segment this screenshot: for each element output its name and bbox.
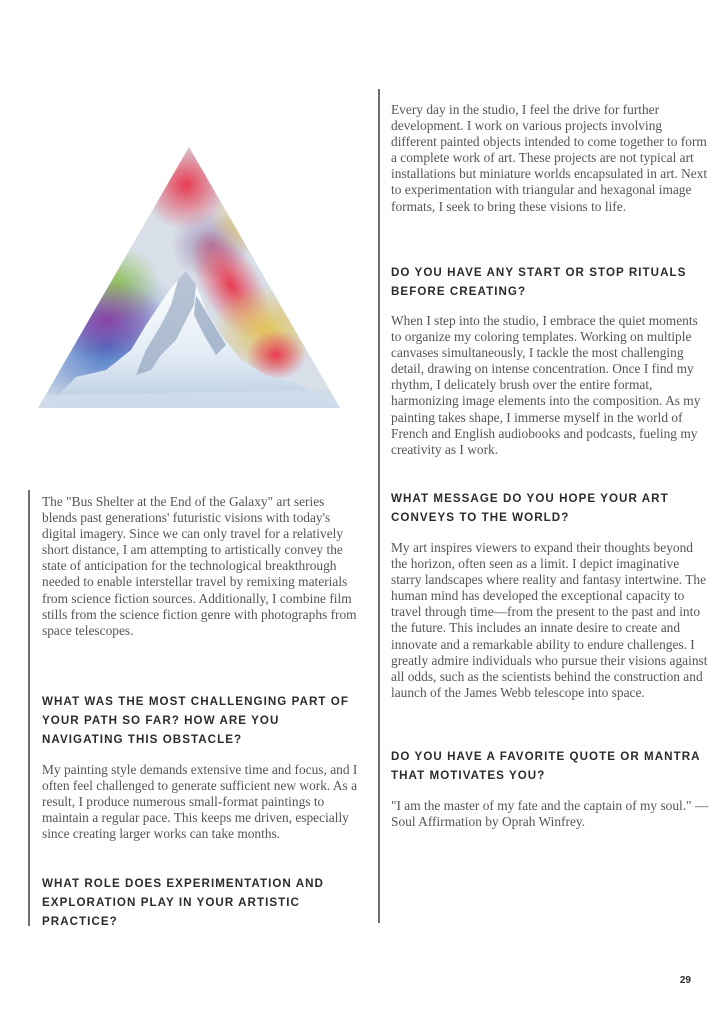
question-challenging-path: WHAT WAS THE MOST CHALLENGING PART OF YOUR PATH SO FAR? HOW ARE YOU NAVIGATING THIS OBSTACLE?	[42, 695, 349, 746]
question-message: WHAT MESSAGE DO YOU HOPE YOUR ART CONVEYS TO THE WORLD?	[391, 492, 669, 524]
right-column-rule	[378, 89, 380, 923]
answer-experimentation: Every day in the studio, I feel the drive for further development. I work on various projects involving different painted objects intended to come together to form a complete work of art. These projects are not typical art installations but miniature worlds encapsulated in art. Next to experimentation with triangular and hexagonal image formats, I seek to bring these visions to life.	[391, 102, 708, 214]
question-rituals: DO YOU HAVE ANY START OR STOP RITUALS BEFORE CREATING?	[391, 266, 687, 298]
answer-challenging-path: My painting style demands extensive time and focus, and I often feel challenged to generate sufficient new work. As a result, I produce numerous small-format paintings to maintain a regular pace. This keeps me driven, especially since creating larger works can take months.	[42, 762, 358, 842]
question-favorite-quote: DO YOU HAVE A FAVORITE QUOTE OR MANTRA THAT MOTIVATES YOU?	[391, 750, 701, 782]
question-experimentation: WHAT ROLE DOES EXPERIMENTATION AND EXPLORATION PLAY IN YOUR ARTISTIC PRACTICE?	[42, 877, 324, 928]
page-number: 29	[679, 975, 691, 986]
triangular-mountain-painting	[36, 145, 342, 410]
left-column-rule	[28, 490, 30, 926]
answer-rituals: When I step into the studio, I embrace the quiet moments to organize my coloring templates. Working on multiple canvases simultaneously, I tackle the most challenging detail, drawing on intense concentration. Once I find my rhythm, I delicately brush over the entire format, harmonizing image elements into the composition. As my painting takes shape, I immerse myself in the world of French and English audiobooks and podcasts, fueling my creativity as I work.	[391, 313, 701, 457]
answer-favorite-quote: "I am the master of my fate and the captain of my soul." —Soul Affirmation by Oprah Winfrey.	[391, 798, 709, 830]
intro-paragraph: The "Bus Shelter at the End of the Galaxy" art series blends past generations' futuristic visions with today's digital imagery. Since we can only travel for a relatively short distance, I am attempting to artistically convey the state of anticipation for the technological breakthrough needed to enable interstellar travel by remixing materials from science fiction sources. Additionally, I combine film stills from the science fiction genre with photographs from space telescopes.	[42, 494, 357, 638]
answer-message: My art inspires viewers to expand their thoughts beyond the horizon, often seen as a limit. I depict imaginative starry landscapes where reality and fantasy intertwine. The human mind has developed the exceptional capacity to travel through time—from the present to the past and into the future. This includes an innate desire to create and innovate and a remarkable ability to endure challenges. I greatly admire individuals who pursue their visions against all odds, such as the scientists behind the construction and launch of the James Webb telescope into space.	[391, 540, 708, 700]
